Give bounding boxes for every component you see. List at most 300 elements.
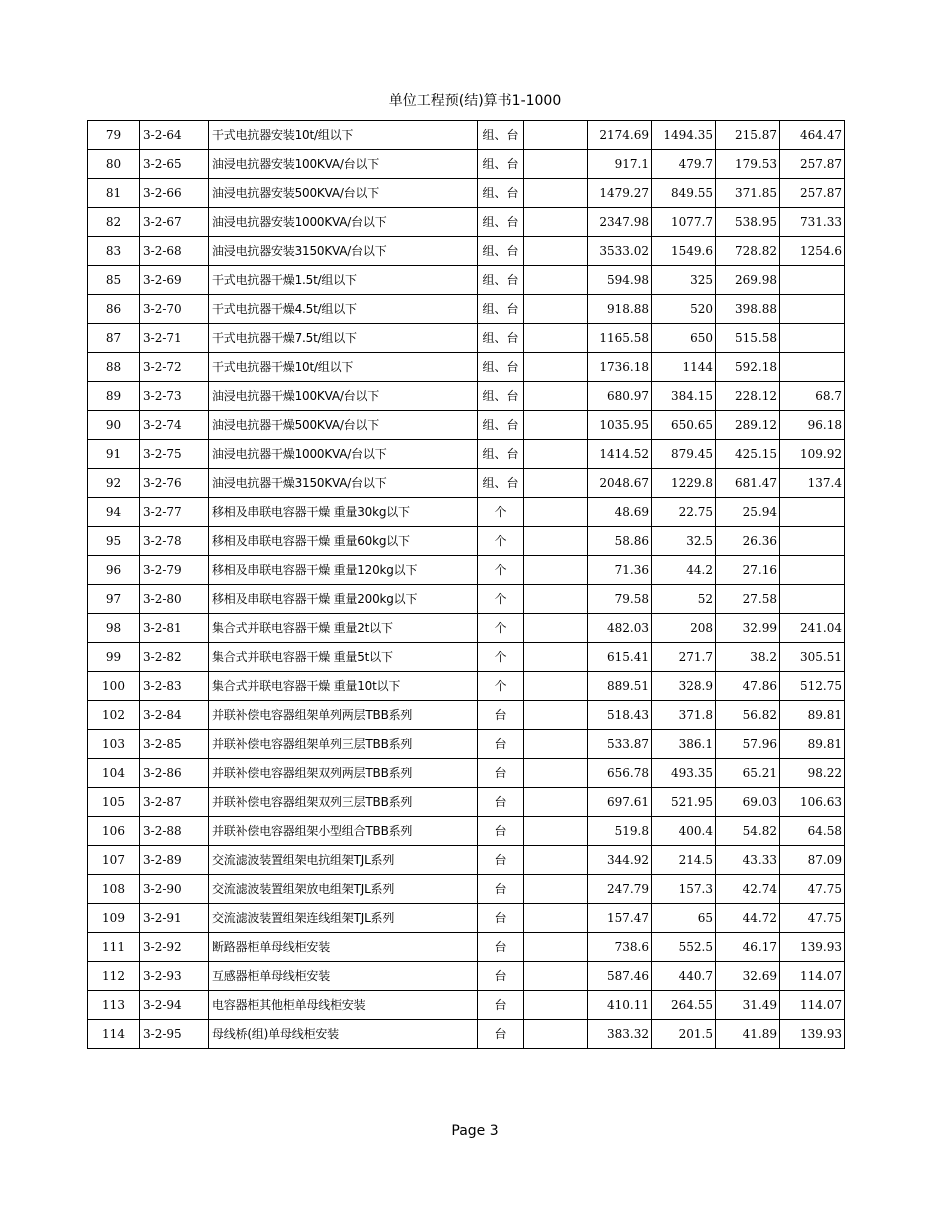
item-name: 交流滤波装置组架放电组架TJL系列 — [209, 875, 478, 904]
table-row — [88, 179, 845, 208]
item-unit: 组、台 — [478, 295, 524, 324]
item-material-cost: 27.58 — [716, 585, 780, 614]
row-number: 108 — [88, 875, 140, 904]
item-code: 3-2-81 — [140, 614, 209, 643]
table-row — [88, 498, 845, 527]
row-number: 98 — [88, 614, 140, 643]
item-material-cost: 32.69 — [716, 962, 780, 991]
item-machine-cost: 305.51 — [780, 643, 845, 672]
row-number: 94 — [88, 498, 140, 527]
table-body — [88, 121, 845, 1049]
item-name: 油浸电抗器安装500KVA/台以下 — [209, 179, 478, 208]
table-row — [88, 121, 845, 150]
item-code: 3-2-93 — [140, 962, 209, 991]
item-code: 3-2-84 — [140, 701, 209, 730]
row-number: 86 — [88, 295, 140, 324]
item-quantity — [524, 440, 588, 469]
table-row — [88, 556, 845, 585]
item-code: 3-2-70 — [140, 295, 209, 324]
item-labor-cost: 65 — [652, 904, 716, 933]
item-name: 油浸电抗器干燥100KVA/台以下 — [209, 382, 478, 411]
item-unit: 台 — [478, 991, 524, 1020]
item-machine-cost: 47.75 — [780, 904, 845, 933]
table-row — [88, 962, 845, 991]
item-machine-cost: 64.58 — [780, 817, 845, 846]
table-row — [88, 469, 845, 498]
item-machine-cost: 241.04 — [780, 614, 845, 643]
item-unit: 组、台 — [478, 324, 524, 353]
table-row — [88, 788, 845, 817]
item-code: 3-2-74 — [140, 411, 209, 440]
item-code: 3-2-87 — [140, 788, 209, 817]
row-number: 97 — [88, 585, 140, 614]
item-machine-cost: 257.87 — [780, 150, 845, 179]
item-name: 油浸电抗器安装1000KVA/台以下 — [209, 208, 478, 237]
row-number: 95 — [88, 527, 140, 556]
item-code: 3-2-80 — [140, 585, 209, 614]
item-name: 交流滤波装置组架连线组架TJL系列 — [209, 904, 478, 933]
item-name: 断路器柜单母线柜安装 — [209, 933, 478, 962]
item-base-price: 410.11 — [588, 991, 652, 1020]
item-base-price: 518.43 — [588, 701, 652, 730]
item-name: 互感器柜单母线柜安装 — [209, 962, 478, 991]
item-name: 集合式并联电容器干燥 重量5t以下 — [209, 643, 478, 672]
item-name: 干式电抗器干燥10t/组以下 — [209, 353, 478, 382]
item-unit: 台 — [478, 962, 524, 991]
item-code: 3-2-76 — [140, 469, 209, 498]
item-quantity — [524, 382, 588, 411]
item-base-price: 615.41 — [588, 643, 652, 672]
item-unit: 台 — [478, 875, 524, 904]
row-number: 81 — [88, 179, 140, 208]
item-machine-cost: 106.63 — [780, 788, 845, 817]
item-labor-cost: 157.3 — [652, 875, 716, 904]
item-machine-cost: 137.4 — [780, 469, 845, 498]
item-labor-cost: 208 — [652, 614, 716, 643]
item-material-cost: 42.74 — [716, 875, 780, 904]
item-material-cost: 32.99 — [716, 614, 780, 643]
table-row — [88, 295, 845, 324]
item-labor-cost: 520 — [652, 295, 716, 324]
item-machine-cost — [780, 295, 845, 324]
item-labor-cost: 32.5 — [652, 527, 716, 556]
item-labor-cost: 201.5 — [652, 1020, 716, 1049]
table-row — [88, 411, 845, 440]
row-number: 112 — [88, 962, 140, 991]
item-name: 母线桥(组)单母线柜安装 — [209, 1020, 478, 1049]
item-material-cost: 27.16 — [716, 556, 780, 585]
item-labor-cost: 479.7 — [652, 150, 716, 179]
item-machine-cost: 512.75 — [780, 672, 845, 701]
item-name: 干式电抗器干燥1.5t/组以下 — [209, 266, 478, 295]
item-base-price: 247.79 — [588, 875, 652, 904]
item-base-price: 3533.02 — [588, 237, 652, 266]
item-name: 油浸电抗器干燥1000KVA/台以下 — [209, 440, 478, 469]
item-labor-cost: 552.5 — [652, 933, 716, 962]
item-base-price: 533.87 — [588, 730, 652, 759]
item-base-price: 594.98 — [588, 266, 652, 295]
item-machine-cost — [780, 527, 845, 556]
item-code: 3-2-78 — [140, 527, 209, 556]
item-machine-cost — [780, 556, 845, 585]
item-machine-cost: 114.07 — [780, 962, 845, 991]
row-number: 114 — [88, 1020, 140, 1049]
item-name: 交流滤波装置组架电抗组架TJL系列 — [209, 846, 478, 875]
item-quantity — [524, 179, 588, 208]
item-quantity — [524, 1020, 588, 1049]
item-base-price: 48.69 — [588, 498, 652, 527]
item-material-cost: 398.88 — [716, 295, 780, 324]
item-quantity — [524, 614, 588, 643]
item-code: 3-2-67 — [140, 208, 209, 237]
item-name: 油浸电抗器干燥3150KVA/台以下 — [209, 469, 478, 498]
item-labor-cost: 44.2 — [652, 556, 716, 585]
item-quantity — [524, 295, 588, 324]
table-row — [88, 614, 845, 643]
item-machine-cost: 89.81 — [780, 730, 845, 759]
item-labor-cost: 849.55 — [652, 179, 716, 208]
item-base-price: 889.51 — [588, 672, 652, 701]
item-machine-cost — [780, 324, 845, 353]
item-unit: 个 — [478, 614, 524, 643]
item-labor-cost: 1494.35 — [652, 121, 716, 150]
item-material-cost: 289.12 — [716, 411, 780, 440]
item-material-cost: 269.98 — [716, 266, 780, 295]
item-base-price: 383.32 — [588, 1020, 652, 1049]
item-material-cost: 44.72 — [716, 904, 780, 933]
item-machine-cost: 89.81 — [780, 701, 845, 730]
item-machine-cost: 139.93 — [780, 1020, 845, 1049]
item-base-price: 587.46 — [588, 962, 652, 991]
item-material-cost: 592.18 — [716, 353, 780, 382]
item-quantity — [524, 469, 588, 498]
row-number: 96 — [88, 556, 140, 585]
item-code: 3-2-94 — [140, 991, 209, 1020]
item-unit: 组、台 — [478, 150, 524, 179]
item-labor-cost: 650.65 — [652, 411, 716, 440]
item-unit: 组、台 — [478, 179, 524, 208]
item-code: 3-2-86 — [140, 759, 209, 788]
item-code: 3-2-69 — [140, 266, 209, 295]
item-material-cost: 681.47 — [716, 469, 780, 498]
item-unit: 组、台 — [478, 237, 524, 266]
row-number: 113 — [88, 991, 140, 1020]
item-labor-cost: 1549.6 — [652, 237, 716, 266]
item-quantity — [524, 788, 588, 817]
item-unit: 个 — [478, 585, 524, 614]
item-machine-cost — [780, 498, 845, 527]
item-machine-cost — [780, 266, 845, 295]
item-labor-cost: 521.95 — [652, 788, 716, 817]
item-code: 3-2-68 — [140, 237, 209, 266]
item-unit: 组、台 — [478, 411, 524, 440]
item-machine-cost: 109.92 — [780, 440, 845, 469]
item-code: 3-2-65 — [140, 150, 209, 179]
table-row — [88, 440, 845, 469]
item-unit: 台 — [478, 788, 524, 817]
item-material-cost: 25.94 — [716, 498, 780, 527]
item-unit: 台 — [478, 730, 524, 759]
item-name: 并联补偿电容器组架单列三层TBB系列 — [209, 730, 478, 759]
item-base-price: 697.61 — [588, 788, 652, 817]
item-name: 集合式并联电容器干燥 重量2t以下 — [209, 614, 478, 643]
item-labor-cost: 271.7 — [652, 643, 716, 672]
item-base-price: 58.86 — [588, 527, 652, 556]
item-code: 3-2-77 — [140, 498, 209, 527]
item-labor-cost: 400.4 — [652, 817, 716, 846]
item-name: 移相及串联电容器干燥 重量120kg以下 — [209, 556, 478, 585]
table-row — [88, 585, 845, 614]
item-labor-cost: 22.75 — [652, 498, 716, 527]
item-material-cost: 228.12 — [716, 382, 780, 411]
table-row — [88, 266, 845, 295]
item-code: 3-2-64 — [140, 121, 209, 150]
item-base-price: 71.36 — [588, 556, 652, 585]
table-row — [88, 672, 845, 701]
item-machine-cost: 139.93 — [780, 933, 845, 962]
table-row — [88, 324, 845, 353]
item-quantity — [524, 933, 588, 962]
item-code: 3-2-83 — [140, 672, 209, 701]
item-labor-cost: 879.45 — [652, 440, 716, 469]
item-base-price: 1035.95 — [588, 411, 652, 440]
table-row — [88, 846, 845, 875]
item-unit: 台 — [478, 933, 524, 962]
item-name: 并联补偿电容器组架单列两层TBB系列 — [209, 701, 478, 730]
item-unit: 台 — [478, 701, 524, 730]
table-row — [88, 701, 845, 730]
item-code: 3-2-92 — [140, 933, 209, 962]
item-base-price: 79.58 — [588, 585, 652, 614]
item-quantity — [524, 498, 588, 527]
item-base-price: 1479.27 — [588, 179, 652, 208]
item-material-cost: 515.58 — [716, 324, 780, 353]
item-machine-cost: 257.87 — [780, 179, 845, 208]
item-unit: 组、台 — [478, 382, 524, 411]
row-number: 103 — [88, 730, 140, 759]
item-machine-cost: 464.47 — [780, 121, 845, 150]
row-number: 105 — [88, 788, 140, 817]
item-quantity — [524, 266, 588, 295]
table-row — [88, 817, 845, 846]
item-unit: 组、台 — [478, 440, 524, 469]
item-quantity — [524, 759, 588, 788]
table-row — [88, 237, 845, 266]
item-name: 移相及串联电容器干燥 重量60kg以下 — [209, 527, 478, 556]
item-labor-cost: 386.1 — [652, 730, 716, 759]
item-code: 3-2-73 — [140, 382, 209, 411]
item-quantity — [524, 556, 588, 585]
item-material-cost: 728.82 — [716, 237, 780, 266]
item-unit: 台 — [478, 759, 524, 788]
row-number: 82 — [88, 208, 140, 237]
row-number: 92 — [88, 469, 140, 498]
table-row — [88, 759, 845, 788]
item-base-price: 482.03 — [588, 614, 652, 643]
item-labor-cost: 52 — [652, 585, 716, 614]
item-machine-cost: 1254.6 — [780, 237, 845, 266]
item-material-cost: 26.36 — [716, 527, 780, 556]
item-name: 集合式并联电容器干燥 重量10t以下 — [209, 672, 478, 701]
row-number: 99 — [88, 643, 140, 672]
item-machine-cost — [780, 585, 845, 614]
item-quantity — [524, 875, 588, 904]
item-material-cost: 179.53 — [716, 150, 780, 179]
item-name: 并联补偿电容器组架双列两层TBB系列 — [209, 759, 478, 788]
item-quantity — [524, 846, 588, 875]
item-base-price: 680.97 — [588, 382, 652, 411]
item-unit: 个 — [478, 643, 524, 672]
table-row — [88, 382, 845, 411]
item-unit: 个 — [478, 672, 524, 701]
item-material-cost: 65.21 — [716, 759, 780, 788]
item-labor-cost: 493.35 — [652, 759, 716, 788]
item-name: 干式电抗器干燥4.5t/组以下 — [209, 295, 478, 324]
table-row — [88, 991, 845, 1020]
item-name: 干式电抗器安装10t/组以下 — [209, 121, 478, 150]
item-code: 3-2-88 — [140, 817, 209, 846]
item-name: 电容器柜其他柜单母线柜安装 — [209, 991, 478, 1020]
item-base-price: 2347.98 — [588, 208, 652, 237]
table-row — [88, 1020, 845, 1049]
item-quantity — [524, 527, 588, 556]
table-row — [88, 208, 845, 237]
item-labor-cost: 325 — [652, 266, 716, 295]
row-number: 80 — [88, 150, 140, 179]
row-number: 102 — [88, 701, 140, 730]
item-labor-cost: 328.9 — [652, 672, 716, 701]
item-quantity — [524, 150, 588, 179]
item-code: 3-2-91 — [140, 904, 209, 933]
item-code: 3-2-71 — [140, 324, 209, 353]
item-name: 油浸电抗器安装3150KVA/台以下 — [209, 237, 478, 266]
item-unit: 个 — [478, 556, 524, 585]
item-labor-cost: 1229.8 — [652, 469, 716, 498]
item-unit: 组、台 — [478, 353, 524, 382]
row-number: 106 — [88, 817, 140, 846]
item-material-cost: 31.49 — [716, 991, 780, 1020]
item-unit: 台 — [478, 904, 524, 933]
item-base-price: 656.78 — [588, 759, 652, 788]
item-machine-cost: 731.33 — [780, 208, 845, 237]
document-title: 单位工程预(结)算书1-1000 — [388, 93, 562, 109]
item-base-price: 2048.67 — [588, 469, 652, 498]
item-name: 干式电抗器干燥7.5t/组以下 — [209, 324, 478, 353]
item-code: 3-2-75 — [140, 440, 209, 469]
item-quantity — [524, 672, 588, 701]
item-unit: 台 — [478, 817, 524, 846]
table-row — [88, 353, 845, 382]
item-unit: 组、台 — [478, 208, 524, 237]
row-number: 91 — [88, 440, 140, 469]
item-base-price: 519.8 — [588, 817, 652, 846]
item-machine-cost: 96.18 — [780, 411, 845, 440]
item-material-cost: 538.95 — [716, 208, 780, 237]
item-material-cost: 215.87 — [716, 121, 780, 150]
item-base-price: 2174.69 — [588, 121, 652, 150]
item-material-cost: 43.33 — [716, 846, 780, 875]
item-labor-cost: 1144 — [652, 353, 716, 382]
item-labor-cost: 214.5 — [652, 846, 716, 875]
table-row — [88, 150, 845, 179]
item-material-cost: 46.17 — [716, 933, 780, 962]
item-material-cost: 41.89 — [716, 1020, 780, 1049]
item-unit: 个 — [478, 527, 524, 556]
row-number: 85 — [88, 266, 140, 295]
item-unit: 个 — [478, 498, 524, 527]
table-row — [88, 904, 845, 933]
item-labor-cost: 440.7 — [652, 962, 716, 991]
item-code: 3-2-95 — [140, 1020, 209, 1049]
item-machine-cost: 47.75 — [780, 875, 845, 904]
row-number: 90 — [88, 411, 140, 440]
table-row — [88, 527, 845, 556]
item-name: 并联补偿电容器组架小型组合TBB系列 — [209, 817, 478, 846]
item-code: 3-2-90 — [140, 875, 209, 904]
item-unit: 组、台 — [478, 266, 524, 295]
row-number: 89 — [88, 382, 140, 411]
item-material-cost: 69.03 — [716, 788, 780, 817]
item-quantity — [524, 585, 588, 614]
row-number: 83 — [88, 237, 140, 266]
item-base-price: 1736.18 — [588, 353, 652, 382]
item-name: 油浸电抗器干燥500KVA/台以下 — [209, 411, 478, 440]
item-name: 油浸电抗器安装100KVA/台以下 — [209, 150, 478, 179]
item-labor-cost: 1077.7 — [652, 208, 716, 237]
item-machine-cost: 68.7 — [780, 382, 845, 411]
table-row — [88, 643, 845, 672]
item-base-price: 917.1 — [588, 150, 652, 179]
item-quantity — [524, 324, 588, 353]
item-quantity — [524, 904, 588, 933]
item-material-cost: 47.86 — [716, 672, 780, 701]
item-base-price: 1165.58 — [588, 324, 652, 353]
item-code: 3-2-89 — [140, 846, 209, 875]
item-base-price: 738.6 — [588, 933, 652, 962]
item-material-cost: 57.96 — [716, 730, 780, 759]
item-unit: 组、台 — [478, 121, 524, 150]
row-number: 100 — [88, 672, 140, 701]
item-labor-cost: 650 — [652, 324, 716, 353]
item-material-cost: 56.82 — [716, 701, 780, 730]
row-number: 79 — [88, 121, 140, 150]
item-code: 3-2-82 — [140, 643, 209, 672]
item-material-cost: 371.85 — [716, 179, 780, 208]
item-quantity — [524, 730, 588, 759]
item-unit: 台 — [478, 846, 524, 875]
row-number: 87 — [88, 324, 140, 353]
item-unit: 台 — [478, 1020, 524, 1049]
item-base-price: 157.47 — [588, 904, 652, 933]
item-base-price: 344.92 — [588, 846, 652, 875]
item-quantity — [524, 411, 588, 440]
item-quantity — [524, 991, 588, 1020]
item-name: 移相及串联电容器干燥 重量200kg以下 — [209, 585, 478, 614]
row-number: 107 — [88, 846, 140, 875]
item-quantity — [524, 353, 588, 382]
item-machine-cost: 114.07 — [780, 991, 845, 1020]
table-row — [88, 933, 845, 962]
item-quantity — [524, 701, 588, 730]
item-code: 3-2-66 — [140, 179, 209, 208]
item-code: 3-2-79 — [140, 556, 209, 585]
table-row — [88, 875, 845, 904]
item-machine-cost — [780, 353, 845, 382]
item-quantity — [524, 962, 588, 991]
item-base-price: 918.88 — [588, 295, 652, 324]
row-number: 111 — [88, 933, 140, 962]
budget-table — [87, 120, 845, 1049]
